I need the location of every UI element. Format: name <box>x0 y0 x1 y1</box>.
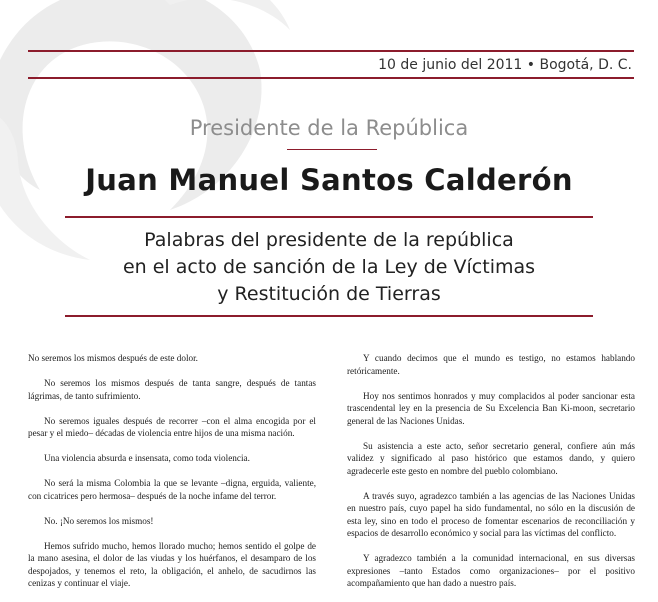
paragraph: No. ¡No seremos los mismos! <box>44 515 154 526</box>
paragraph: No será la misma Colombia la que se levante –digna, erguida, valiente, con cicatrices pero hermosa– después de la noche infame del terror. <box>28 478 316 501</box>
paragraph: Y agradezco también a la comunidad internacional, en sus diversas expresiones –tanto Estados como organizaciones– por el positivo acompañamiento que han dado a nuestro país. <box>347 553 635 588</box>
speech-title-line-1: Palabras del presidente de la república <box>144 229 514 251</box>
speech-title-line-3: y Restitución de Tierras <box>217 283 441 305</box>
paragraph: Hemos sufrido mucho, hemos llorado mucho; hemos sentido el golpe de la mano asesina, el dolor de las viudas y los huérfanos, el desamparo de los despojados, y tenemos el reto, la obligación, el anhelo, de sacudirnos las cenizas y continuar el viaje. <box>28 540 316 588</box>
header-rule-top <box>28 50 634 52</box>
speech-title-line-2: en el acto de sanción de la Ley de Víctimas <box>122 256 536 278</box>
paragraph: Una violencia absurda e insensata, como toda violencia. <box>44 453 250 463</box>
office-underline <box>287 149 377 150</box>
paragraph: Hoy nos sentimos honrados y muy complacidos al poder sancionar esta trascendental ley en la presencia de Su Excelencia Ban Ki-moon, secretario general de las Naciones Unidas. <box>347 390 635 426</box>
dateline: 10 de junio del 2011 • Bogotá, D. C. <box>378 57 632 73</box>
speaker-name: Juan Manuel Santos Calderón <box>85 163 573 197</box>
paragraph: No seremos los mismos después de tanta sangre, después de tantas lágrimas, de tanto sufrimiento. <box>28 378 316 401</box>
paragraph: Y cuando decimos que el mundo es testigo, no estamos hablando retóricamente. <box>347 353 635 376</box>
title-rule-top <box>65 216 593 218</box>
header-rule-bottom <box>28 77 634 79</box>
body-column-right <box>347 352 635 602</box>
office-title: Presidente de la República <box>189 116 469 140</box>
speech-title <box>0 227 658 308</box>
paragraph: No seremos los mismos después de este dolor. <box>28 353 198 363</box>
paragraph: A través suyo, agradezco también a las agencias de las Naciones Unidas en nuestro país, cuyo papel ha sido fundamental, no sólo en la discusión de esta ley, sino en todo el proceso de fomentar escenarios de reconciliación y espacios de desarrollo económico y social para las víctimas del conflicto. <box>347 490 635 538</box>
paragraph: No seremos iguales después de recorrer –con el alma encogida por el pesar y el miedo– décadas de violencia entre hijos de una misma nación. <box>28 415 316 438</box>
body-column-left <box>28 352 316 602</box>
title-rule-bottom <box>65 315 593 317</box>
paragraph: Su asistencia a este acto, señor secretario general, confiere aún más validez y significado al paso histórico que estamos dando, y quiero agradecerle este gesto en nombre del pueblo colombiano. <box>347 440 635 476</box>
